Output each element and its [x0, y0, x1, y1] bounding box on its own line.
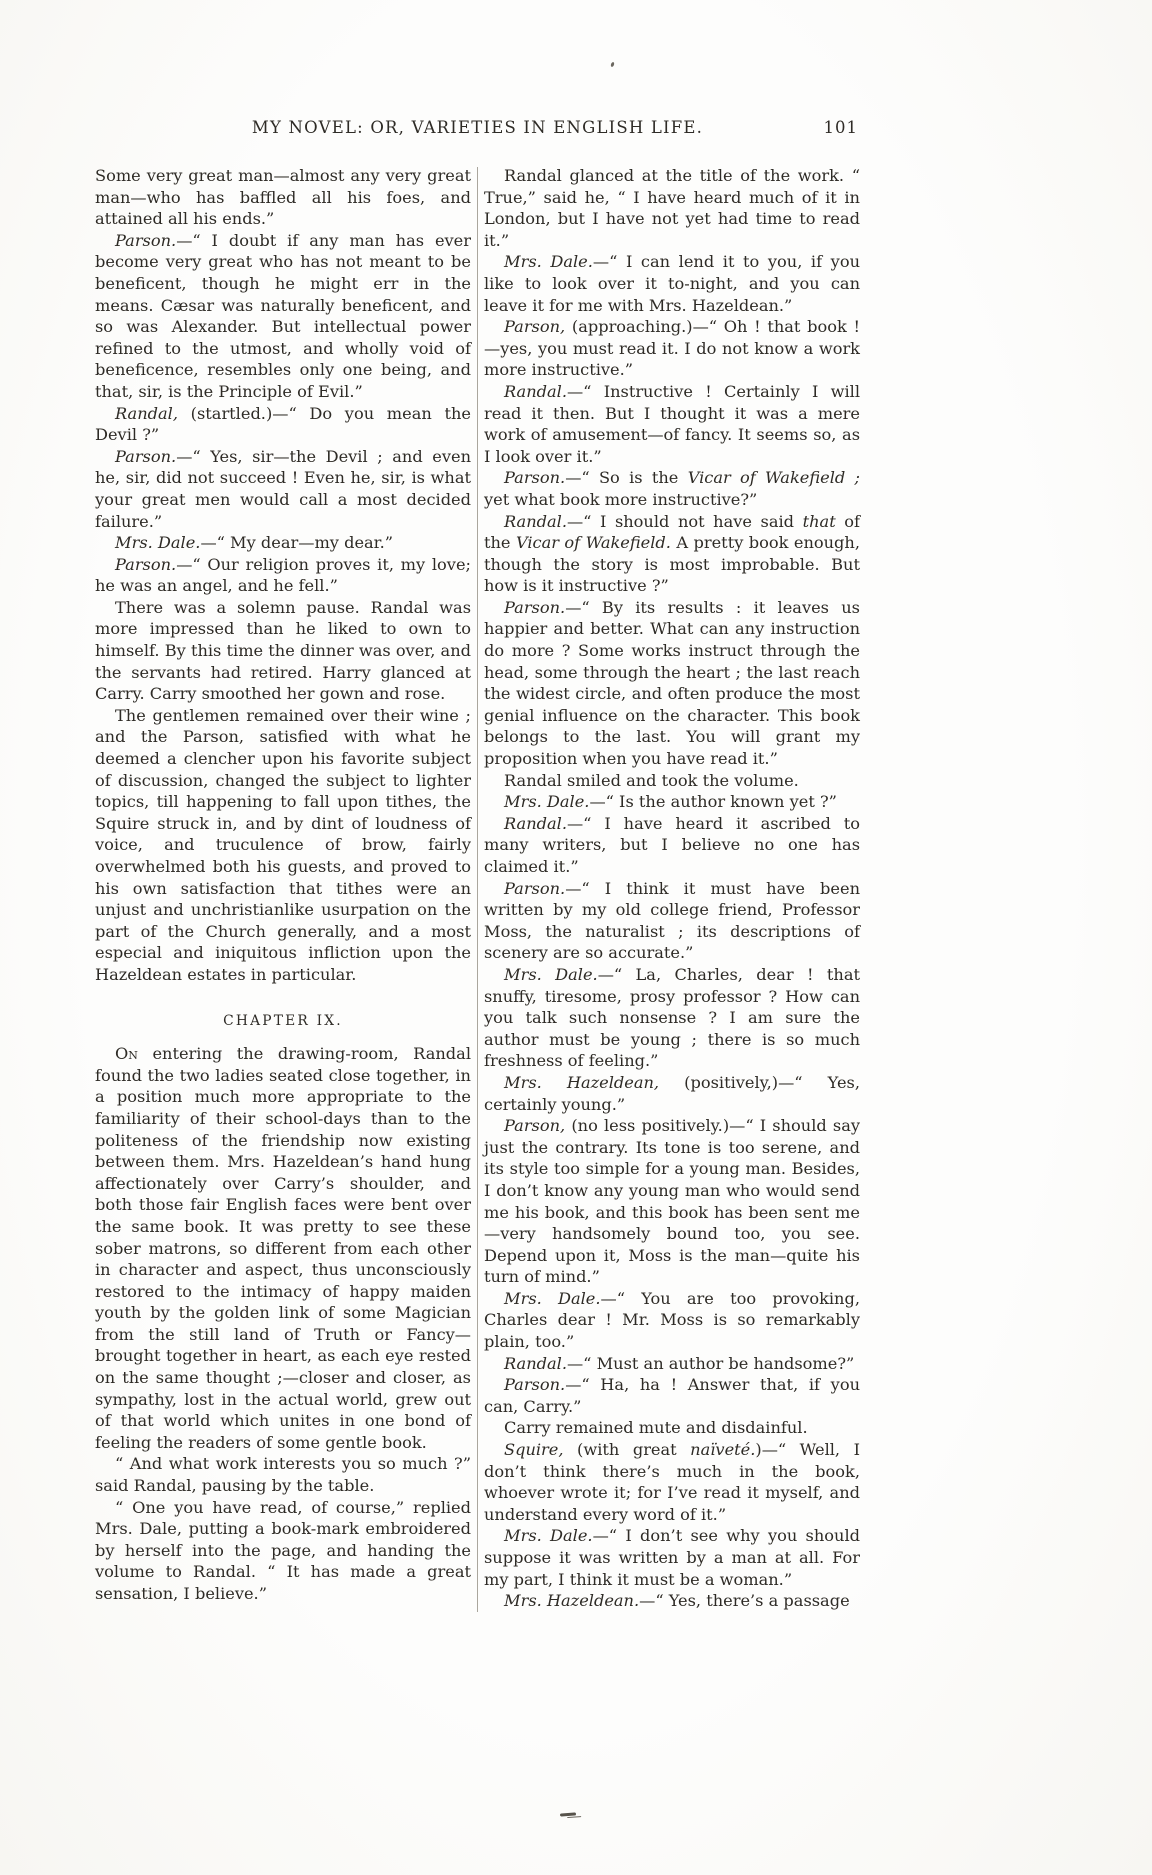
paragraph: Randal smiled and took the volume.: [504, 770, 799, 790]
paragraph: Mrs. Dale.—“ I can lend it to you, if you like to look over it to-night, and you can leave it for me with Mrs. Hazeldean.”: [484, 252, 860, 315]
paragraph: Parson.—“ Yes, sir—the Devil ; and even he, sir, did not succeed ! Even he, sir, is what your great men would call a most decided failure.”: [95, 446, 471, 531]
paragraph: Randal.—“ I have heard it ascribed to many writers, but I believe no one has claimed it.”: [484, 813, 860, 876]
paragraph: “ And what work interests you so much ?” said Randal, pausing by the table.: [95, 1454, 471, 1496]
paragraph: Randal.—“ I should not have said that of the Vicar of Wakefield. A pretty book enough, though the story is most improbable. But how is it instructive ?”: [484, 511, 860, 596]
paragraph: On entering the drawing-room, Randal found the two ladies seated close together, in a position much more appropriate to the familiarity of their school-days than to the politeness of the friendship now existing between them. Mrs. Hazeldean’s hand hung affectionately over Carry’s shoulder, and both those fair English faces were bent over the same book. It was pretty to see these sober matrons, so different from each other in character and aspect, thus unconsciously restored to the intimacy of happy maiden youth by the golden link of some Magician from the still land of Truth or Fancy—brought together in heart, as each eye rested on the same thought ;—closer and closer, as sympathy, lost in the actual world, grew out of that world which unites in one bond of feeling the readers of some gentle book.: [95, 1044, 471, 1452]
paragraph: Mrs. Dale.—“ You are too provoking, Charles dear ! Mr. Moss is so remarkably plain, too.”: [484, 1288, 860, 1352]
paragraph: Squire, (with great naïveté.)—“ Well, I don’t think there’s much in the book, whoever wrote it; for I’ve read it myself, and understand every word of it.”: [484, 1440, 860, 1524]
page-number: 101: [823, 118, 858, 137]
paragraph: Mrs. Hazeldean, (positively,)—“ Yes, certainly young.”: [484, 1072, 860, 1114]
page-content: [95, 118, 860, 1612]
paragraph: Parson.—“ By its results : it leaves us happier and better. What can any instruction do more ? Some works instruct through the head, some through the heart ; the last reach the widest circle, and often produce the most genial influence on the character. This book belongs to the last. You will grant my proposition when you have read it.”: [484, 597, 860, 769]
paragraph: Parson.—“ Ha, ha ! Answer that, if you can, Carry.”: [484, 1375, 860, 1416]
paragraph: Parson.—“ So is the Vicar of Wakefield ; yet what book more instructive?”: [484, 468, 860, 509]
column-right: [484, 165, 860, 1612]
text-columns: [95, 165, 860, 1612]
running-head: [95, 118, 860, 144]
paragraph: Mrs. Dale.—“ My dear—my dear.”: [115, 533, 394, 553]
column-left: [95, 165, 471, 1612]
paragraph: Parson, (no less positively.)—“ I should say just the contrary. Its tone is too serene, and its style too simple for a young man. Besides, I don’t know any young man who would send me his book, and this book has been sent me—very handsomely bound too, you see. Depend upon it, Moss is the man—quite his turn of mind.”: [484, 1116, 860, 1287]
running-head-title: MY NOVEL: OR, VARIETIES IN ENGLISH LIFE.: [251, 118, 704, 137]
paragraph: Carry remained mute and disdainful.: [504, 1418, 808, 1438]
paragraph: Mrs. Dale.—“ I don’t see why you should suppose it was written by a man at all. For my part, I think it must be a woman.”: [484, 1526, 860, 1589]
ink-mark-icon: [560, 1812, 576, 1816]
paragraph: The gentlemen remained over their wine ; and the Parson, satisfied with what he deemed a clencher upon his favorite subject of discussion, changed the subject to lighter topics, till happening to fall upon tithes, the Squire struck in, and by dint of loudness of voice, and truculence of brow, fairly overwhelmed both his guests, and proved to his own satisfaction that tithes were an unjust and unchristianlike usurpation on the part of the Church generally, and a most especial and iniquitous infliction upon the Hazeldean estates in particular.: [95, 705, 471, 984]
paragraph: Randal, (startled.)—“ Do you mean the Devil ?”: [95, 403, 471, 445]
chapter-heading: CHAPTER IX.: [223, 1012, 343, 1029]
paragraph: Parson, (approaching.)—“ Oh ! that book ! —yes, you must read it. I do not know a work more instructive.”: [484, 317, 860, 380]
paragraph: Randal.—“ Must an author be handsome?”: [504, 1353, 855, 1373]
paragraph: “ One you have read, of course,” replied Mrs. Dale, putting a book-mark embroidered by herself into the page, and handing the volume to Randal. “ It has made a great sensation, I believe.”: [95, 1497, 471, 1603]
paragraph: Some very great man—almost any very great man—who has baffled all his foes, and attained all his ends.”: [95, 166, 471, 229]
paragraph: Parson.—“ I doubt if any man has ever become very great who has not meant to be beneficent, though he might err in the means. Cæsar was naturally beneficent, and so was Alexander. But intellectual power refined to the utmost, and wholly void of beneficence, resembles only one being, and that, sir, is the Principle of Evil.”: [95, 230, 471, 401]
column-divider: [477, 167, 478, 1612]
paragraph: Randal.—“ Instructive ! Certainly I will read it then. But I thought it was a mere work of amusement—of fancy. It seems so, as I look over it.”: [484, 381, 860, 466]
paragraph: There was a solemn pause. Randal was more impressed than he liked to own to himself. By this time the dinner was over, and the servants had retired. Harry glanced at Carry. Carry smoothed her gown and rose.: [95, 597, 471, 704]
paragraph: Mrs. Hazeldean.—“ Yes, there’s a passage: [504, 1591, 850, 1611]
paragraph: Mrs. Dale.—“ La, Charles, dear ! that snuffy, tiresome, prosy professor ? How can you talk such nonsense ? I am sure the author must be young ; there is so much freshness of feeling.”: [484, 964, 860, 1071]
paragraph: Mrs. Dale.—“ Is the author known yet ?”: [504, 792, 837, 812]
paragraph: Parson.—“ Our religion proves it, my love; he was an angel, and he fell.”: [95, 554, 471, 596]
paragraph: Parson.—“ I think it must have been written by my old college friend, Professor Moss, the naturalist ; its descriptions of scenery are so accurate.”: [484, 878, 860, 963]
scan-speck-icon: [610, 62, 615, 68]
paragraph: Randal glanced at the title of the work. “ True,” said he, “ I have heard much of it in London, but I have not yet had time to read it.”: [484, 166, 860, 250]
